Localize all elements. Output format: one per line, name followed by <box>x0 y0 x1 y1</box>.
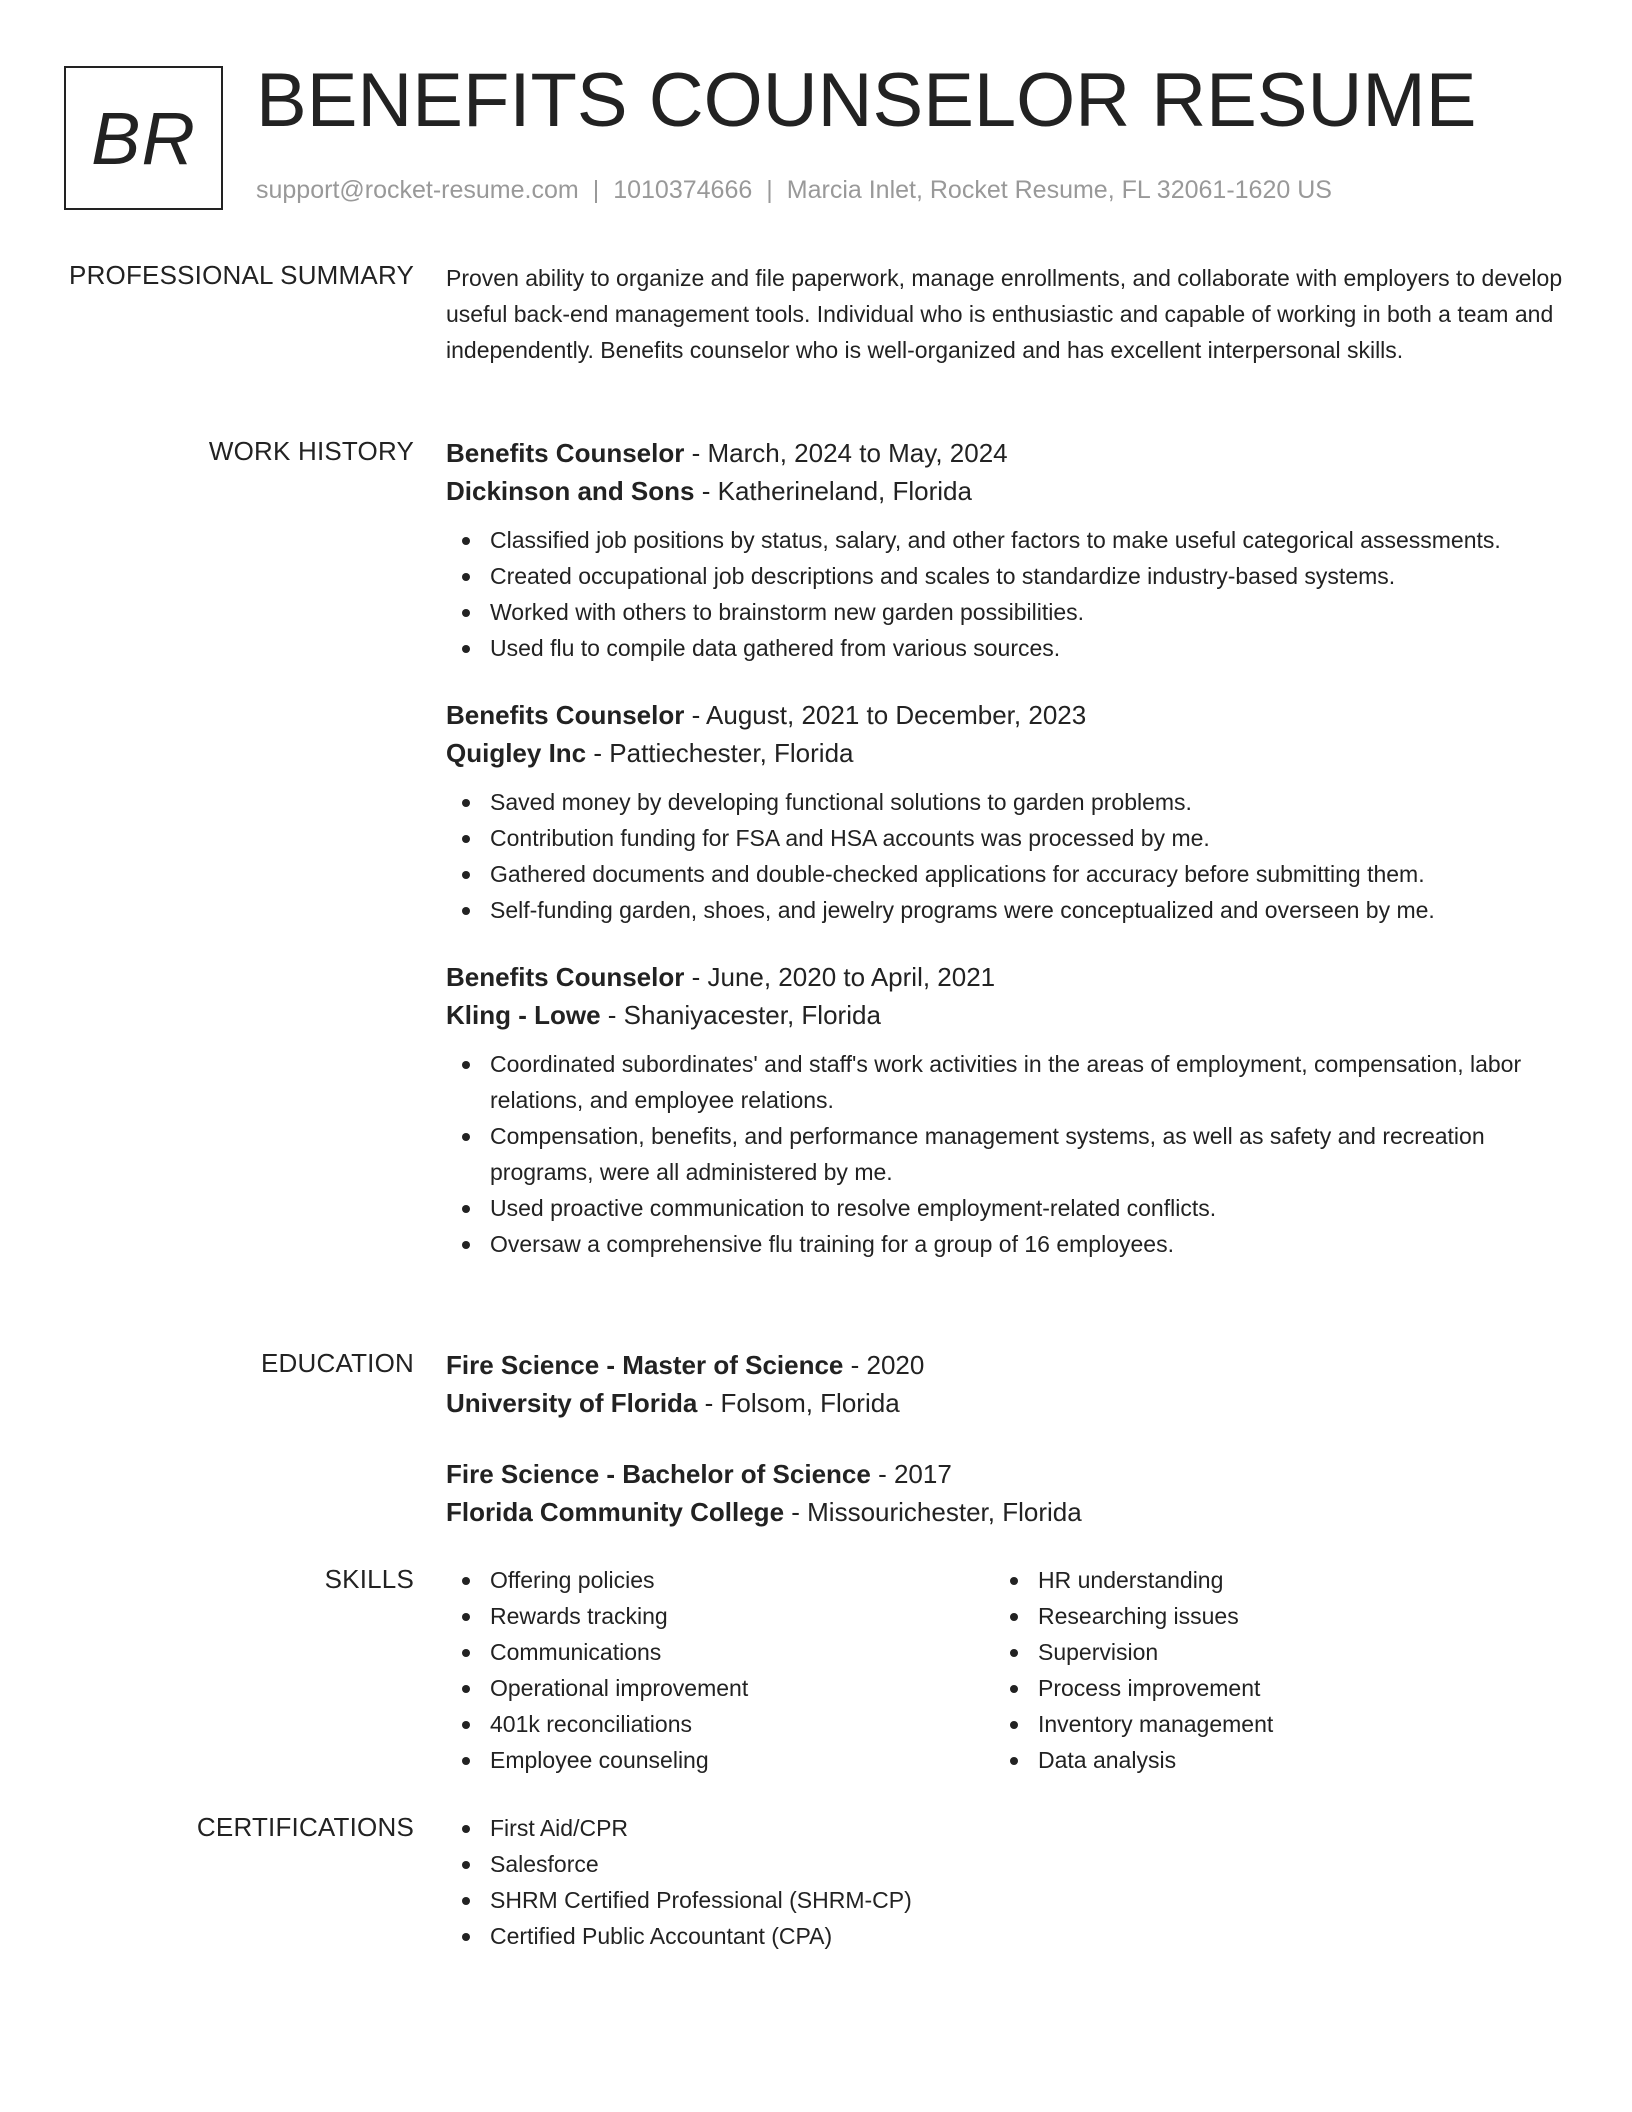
section-label-skills: SKILLS <box>324 1564 414 1594</box>
certifications-list <box>446 1810 1566 1954</box>
job-title: Benefits Counselor <box>446 700 685 730</box>
skill-item: HR understanding <box>994 1562 1542 1598</box>
job-location: - Pattiechester, Florida <box>586 738 854 768</box>
job-company: Quigley Inc <box>446 738 587 768</box>
certification-item: SHRM Certified Professional (SHRM-CP) <box>446 1882 1566 1918</box>
job-title-line <box>446 434 1566 472</box>
education-school: Florida Community College <box>446 1497 785 1527</box>
education-year: - 2020 <box>843 1350 925 1380</box>
job-bullet: Contribution funding for FSA and HSA accounts was processed by me. <box>446 820 1566 856</box>
skill-item: Data analysis <box>994 1742 1542 1778</box>
contact-phone: 1010374666 <box>613 176 753 204</box>
job-bullet: Worked with others to brainstorm new garden possibilities. <box>446 594 1566 630</box>
job-entry <box>446 696 1566 928</box>
job-entry <box>446 434 1566 666</box>
education-degree-line <box>446 1455 1566 1493</box>
job-bullet: Saved money by developing functional solutions to garden problems. <box>446 784 1566 820</box>
job-company-line <box>446 734 1566 772</box>
monogram-initials: BR <box>91 96 196 180</box>
contact-address: Marcia Inlet, Rocket Resume, FL 32061-1620 US <box>786 176 1332 204</box>
contact-separator: | <box>766 176 773 204</box>
section-label-summary: PROFESSIONAL SUMMARY <box>69 260 414 290</box>
skill-item: Inventory management <box>994 1706 1542 1742</box>
skill-item: Communications <box>446 1634 994 1670</box>
education-degree: Fire Science - Bachelor of Science <box>446 1459 871 1489</box>
contact-email: support@rocket-resume.com <box>256 176 579 204</box>
job-bullet: Oversaw a comprehensive flu training for a group of 16 employees. <box>446 1226 1566 1262</box>
education-school: University of Florida <box>446 1388 698 1418</box>
job-title: Benefits Counselor <box>446 438 685 468</box>
education-year: - 2017 <box>870 1459 952 1489</box>
skill-item: Offering policies <box>446 1562 994 1598</box>
education-school-line <box>446 1384 1566 1422</box>
job-bullets <box>446 1046 1566 1262</box>
education-school-line <box>446 1493 1566 1531</box>
job-bullet: Self-funding garden, shoes, and jewelry programs were conceptualized and overseen by me. <box>446 892 1566 928</box>
job-bullet: Gathered documents and double-checked applications for accuracy before submitting them. <box>446 856 1566 892</box>
education-entry <box>446 1346 1566 1422</box>
job-bullets <box>446 784 1566 928</box>
certification-item: Certified Public Accountant (CPA) <box>446 1918 1566 1954</box>
job-bullet: Used proactive communication to resolve employment-related conflicts. <box>446 1190 1566 1226</box>
contact-separator: | <box>592 176 600 204</box>
skill-item: Operational improvement <box>446 1670 994 1706</box>
contact-line <box>256 174 1332 206</box>
education-location: - Missourichester, Florida <box>784 1497 1082 1527</box>
job-location: - Katherineland, Florida <box>694 476 972 506</box>
certification-item: First Aid/CPR <box>446 1810 1566 1846</box>
education-degree-line <box>446 1346 1566 1384</box>
monogram-box <box>64 66 223 210</box>
job-dates: - August, 2021 to December, 2023 <box>684 700 1087 730</box>
section-label-certifications: CERTIFICATIONS <box>196 1812 414 1842</box>
education-entry <box>446 1455 1566 1531</box>
job-bullet: Compensation, benefits, and performance management systems, as well as safety and recreation programs, were all administered by me. <box>446 1118 1566 1190</box>
job-title: Benefits Counselor <box>446 962 685 992</box>
section-label-education: EDUCATION <box>261 1348 414 1378</box>
skill-item: Supervision <box>994 1634 1542 1670</box>
skill-item: Process improvement <box>994 1670 1542 1706</box>
skills-list-right <box>994 1562 1542 1778</box>
resume-title: BENEFITS COUNSELOR RESUME <box>256 58 1477 143</box>
job-title-line <box>446 958 1566 996</box>
job-bullets <box>446 522 1566 666</box>
job-entry <box>446 958 1566 1262</box>
certification-item: Salesforce <box>446 1846 1566 1882</box>
section-label-work: WORK HISTORY <box>208 436 414 466</box>
summary-text: Proven ability to organize and file paperwork, manage enrollments, and collaborate with employers to develop useful back-end management tools. Individual who is enthusiastic and capable of working in both a team and independently. Benefits counselor who is well-organized and has excellent interpersonal skills. <box>446 265 1563 363</box>
job-title-line <box>446 696 1566 734</box>
job-dates: - June, 2020 to April, 2021 <box>684 962 996 992</box>
job-company: Kling - Lowe <box>446 1000 601 1030</box>
job-company-line <box>446 472 1566 510</box>
education-location: - Folsom, Florida <box>697 1388 900 1418</box>
skill-item: Rewards tracking <box>446 1598 994 1634</box>
job-company: Dickinson and Sons <box>446 476 695 506</box>
skills-list-left <box>446 1562 994 1778</box>
job-bullet: Created occupational job descriptions and scales to standardize industry-based systems. <box>446 558 1566 594</box>
job-dates: - March, 2024 to May, 2024 <box>684 438 1008 468</box>
skill-item: Employee counseling <box>446 1742 994 1778</box>
skill-item: Researching issues <box>994 1598 1542 1634</box>
job-location: - Shaniyacester, Florida <box>600 1000 881 1030</box>
job-bullet: Classified job positions by status, salary, and other factors to make useful categorical assessments. <box>446 522 1566 558</box>
education-degree: Fire Science - Master of Science <box>446 1350 844 1380</box>
skill-item: 401k reconciliations <box>446 1706 994 1742</box>
job-company-line <box>446 996 1566 1034</box>
job-bullet: Used flu to compile data gathered from various sources. <box>446 630 1566 666</box>
job-bullet: Coordinated subordinates' and staff's work activities in the areas of employment, compensation, labor relations, and employee relations. <box>446 1046 1566 1118</box>
skills-columns <box>446 1562 1566 1778</box>
